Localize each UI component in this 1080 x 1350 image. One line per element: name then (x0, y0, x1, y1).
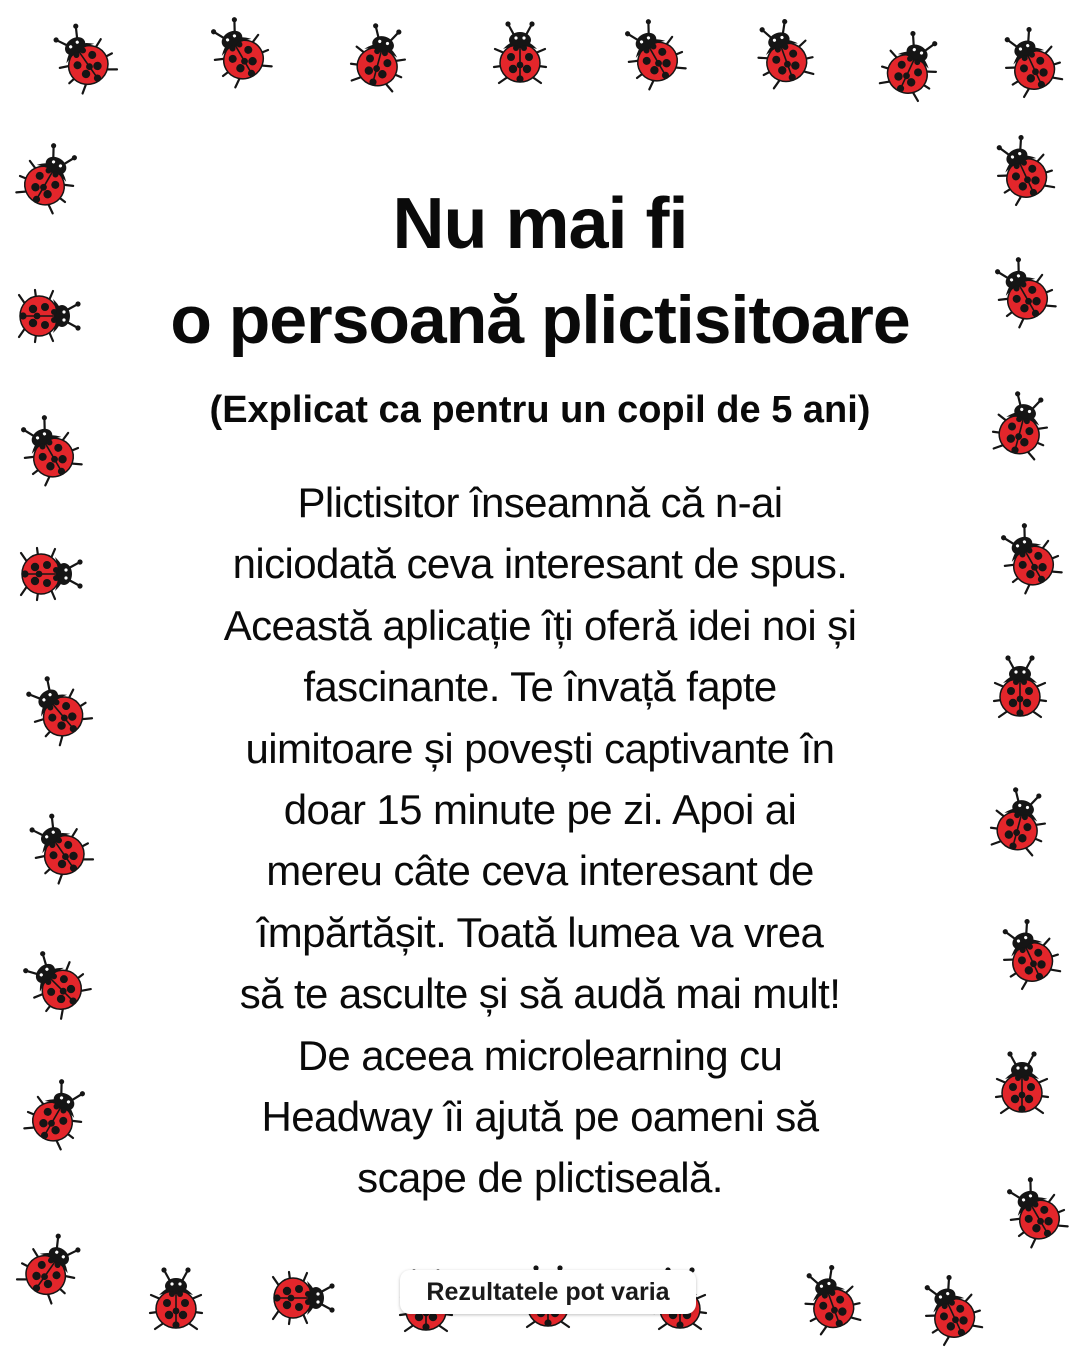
ladybug-icon (741, 10, 826, 95)
body-line: Headway îi ajută pe oameni să (261, 1093, 819, 1141)
ladybug-icon (983, 511, 1073, 601)
ladybug-icon (5, 131, 95, 221)
body-line: uimitoare și povești captivante în (245, 724, 835, 772)
ladybug-icon (989, 1165, 1079, 1255)
body-line: să te asculte și să audă mai mult! (239, 970, 841, 1018)
ladybug-icon (6, 1220, 98, 1312)
subtitle: (Explicat ca pentru un copil de 5 ani) (209, 389, 871, 431)
body-text (150, 472, 930, 1209)
ladybug-icon (340, 16, 421, 97)
ladybug-icon (36, 10, 128, 102)
ladybug-icon (980, 780, 1061, 861)
ladybug-icon (271, 1265, 337, 1331)
ladybug-icon (12, 800, 104, 892)
ladybug-icon (868, 20, 956, 108)
ladybug-icon (13, 1067, 103, 1157)
ladybug-icon (987, 653, 1053, 719)
ladybug-icon (989, 1049, 1055, 1115)
body-line: De aceea microlearning cu (297, 1031, 783, 1079)
ladybug-icon (986, 16, 1074, 104)
disclaimer-badge: Rezultatele pot varia (400, 1270, 696, 1314)
body-line: Plictisitor înseamnă că n-ai (297, 479, 783, 526)
ladybug-icon (193, 5, 283, 95)
body-line: Această aplicație îți oferă idei noi și (223, 601, 857, 649)
title-line-1: Nu mai fi (392, 184, 688, 264)
ladybug-icon (17, 283, 83, 349)
ladybug-icon (10, 662, 103, 755)
ladybug-icon (978, 124, 1066, 212)
ladybug-icon (977, 245, 1067, 335)
ladybug-icon (143, 1265, 209, 1331)
body-line: fascinante. Te învață fapte (303, 663, 777, 711)
title-line-2: o persoană plictisitoare (170, 282, 910, 358)
ladybug-icon (7, 935, 100, 1028)
ladybug-icon (607, 7, 697, 97)
ladybug-icon (984, 908, 1072, 996)
ladybug-icon (487, 19, 553, 85)
body-line: niciodată ceva interesant de spus. (232, 540, 848, 588)
body-line: scape de plictiseală. (357, 1154, 723, 1202)
ladybug-icon (19, 541, 85, 607)
ladybug-icon (982, 384, 1063, 465)
body-line: doar 15 minute pe zi. Apoi ai (283, 786, 797, 834)
body-line: împărtășit. Toată lumea va vrea (256, 908, 824, 956)
ladybug-icon (788, 1256, 873, 1341)
ladybug-icon (906, 1264, 994, 1350)
ladybug-icon (3, 403, 93, 493)
body-line: mereu câte ceva interesant de (266, 847, 814, 895)
